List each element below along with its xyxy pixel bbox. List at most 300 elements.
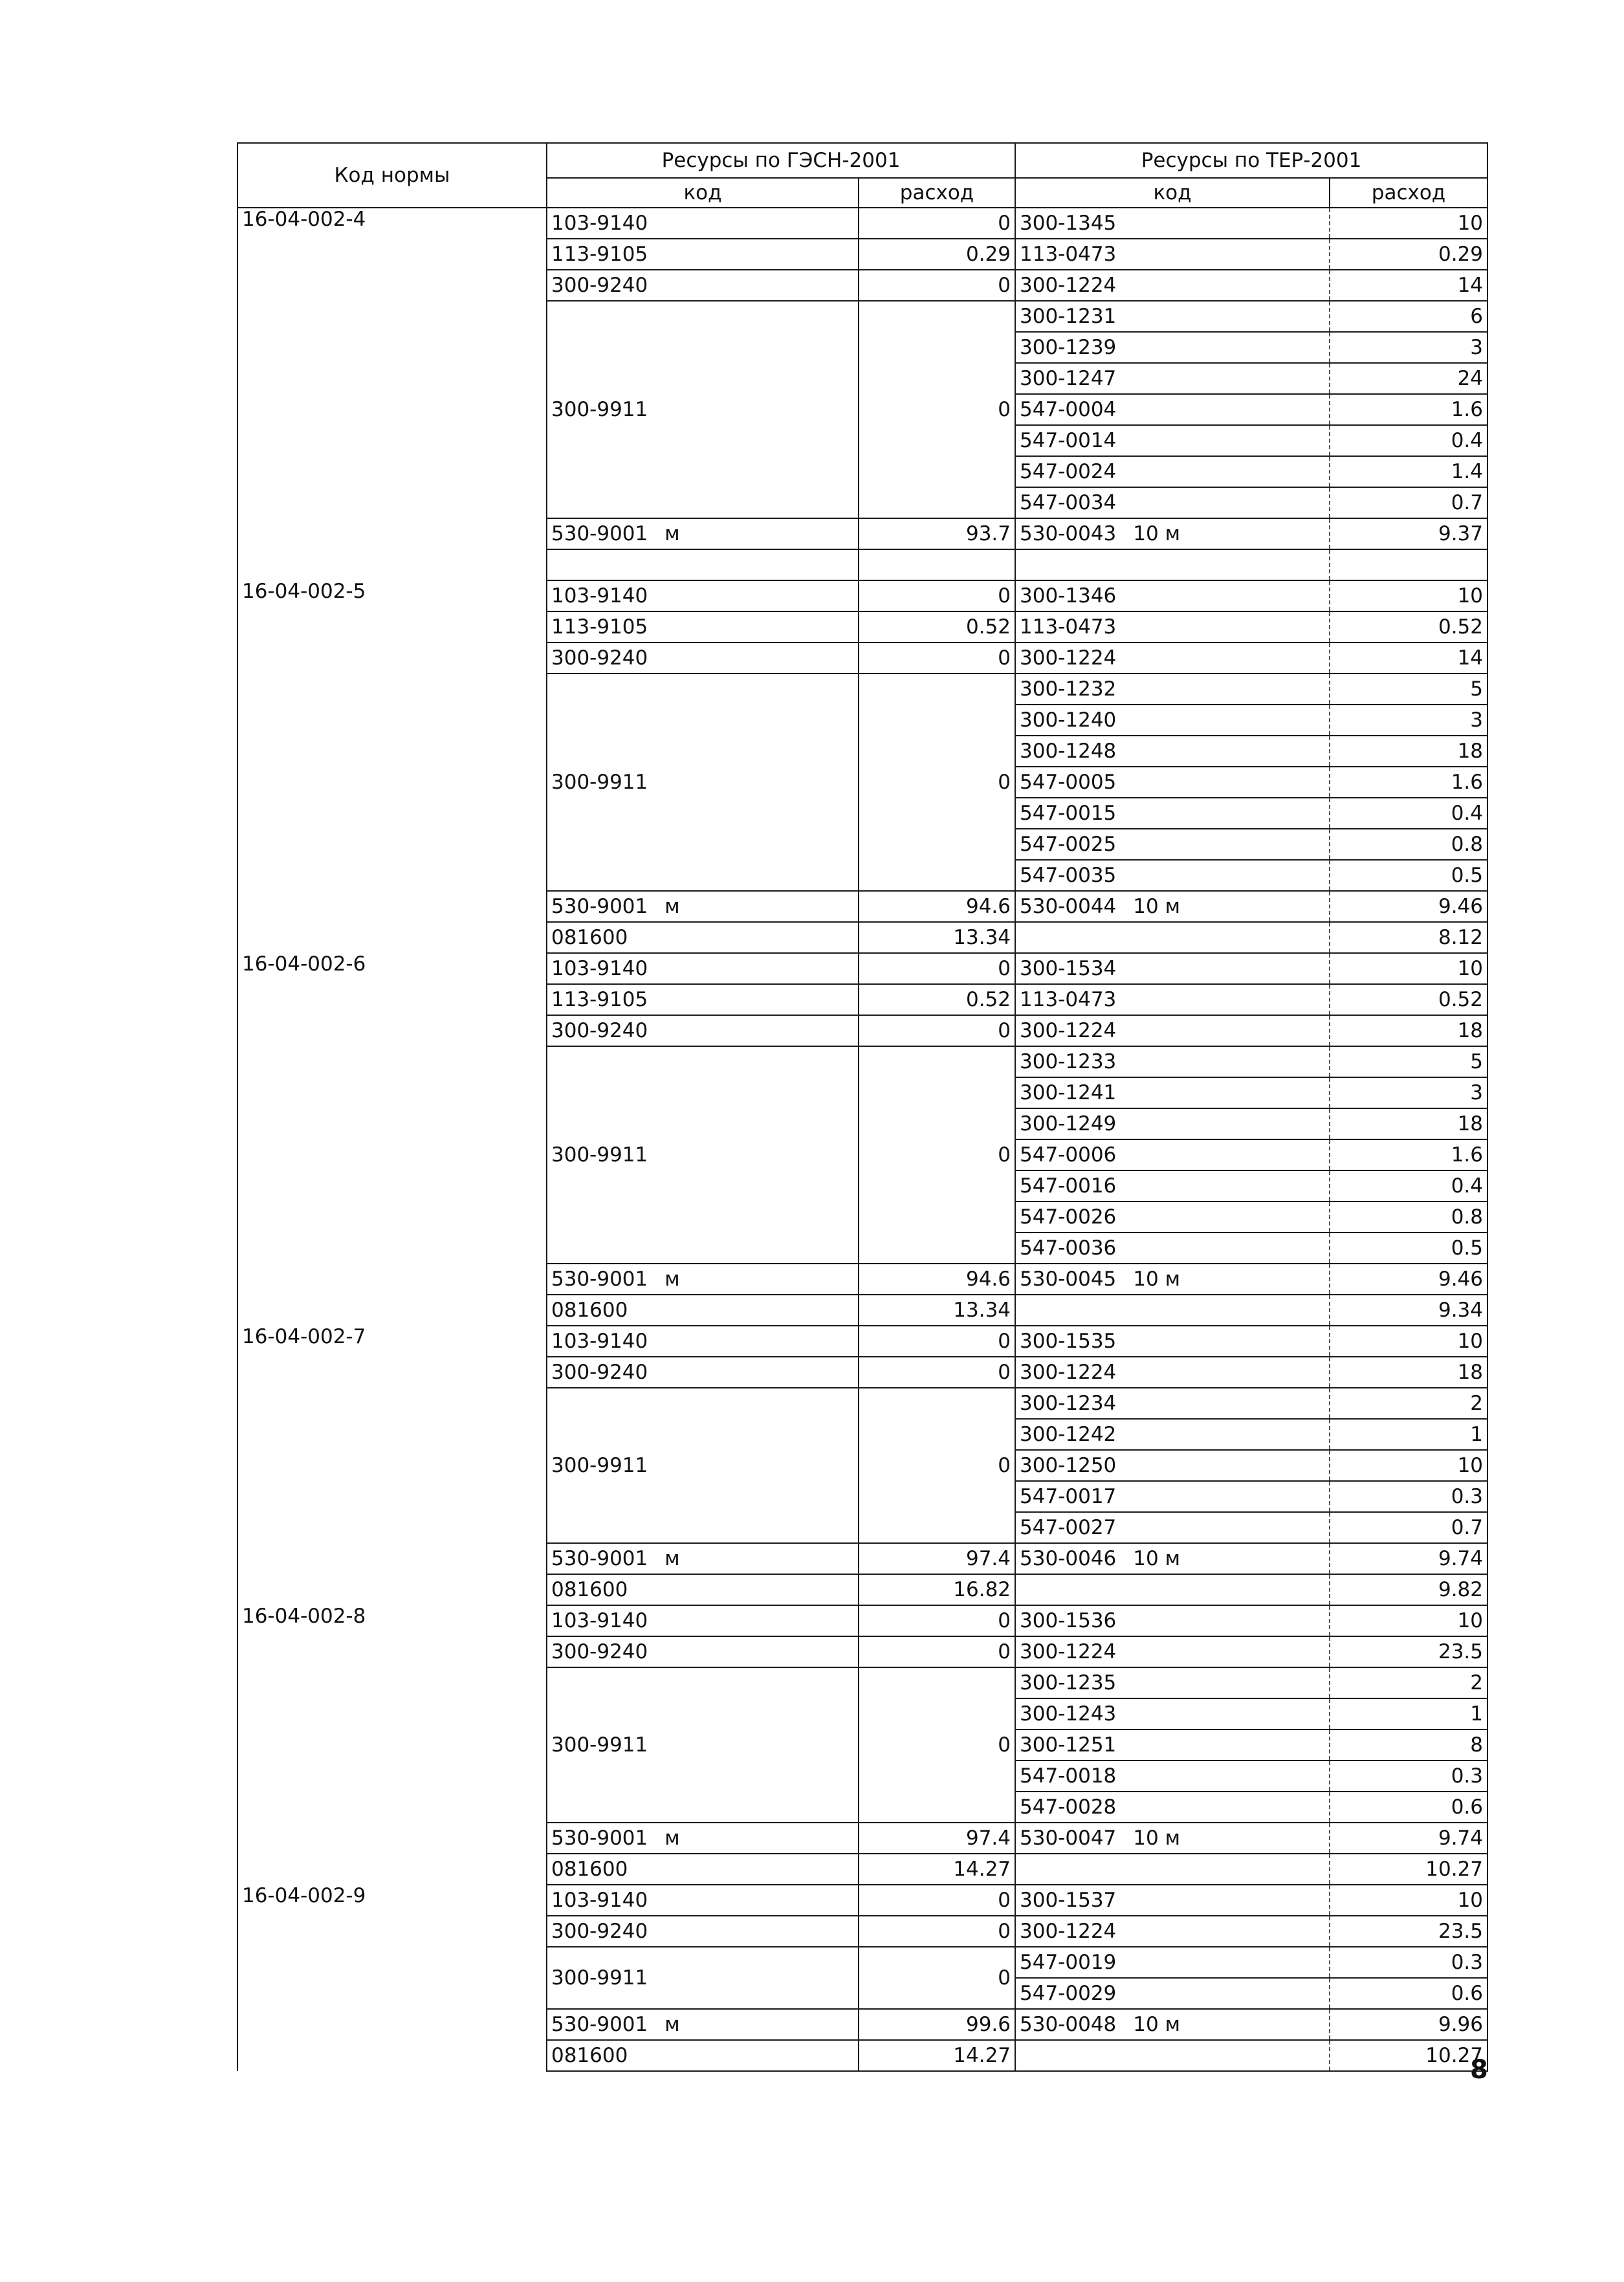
ter-qty-cell: 1.6 — [1330, 767, 1487, 798]
ter-code: 300-1536 — [1020, 1608, 1117, 1632]
ter-code: 300-1224 — [1020, 1018, 1117, 1042]
gesn-qty-cell: 0 — [859, 208, 1015, 239]
ter-code: 300-1240 — [1020, 708, 1117, 732]
gesn-code: 300-9240 — [551, 1018, 648, 1042]
ter-code: 547-0015 — [1020, 801, 1117, 825]
ter-qty-cell: 5 — [1330, 1046, 1487, 1077]
gesn-code-cell — [547, 2040, 859, 2071]
gesn-code-cell — [547, 1605, 859, 1636]
ter-qty-cell: 3 — [1330, 332, 1487, 363]
gesn-qty-cell: 99.6 — [859, 2009, 1015, 2040]
gesn-code: 300-9240 — [551, 273, 648, 297]
ter-code-cell — [1015, 487, 1330, 518]
ter-code: 300-1251 — [1020, 1733, 1117, 1757]
ter-qty-cell: 1.6 — [1330, 394, 1487, 425]
ter-code: 300-1224 — [1020, 646, 1117, 670]
ter-unit: 10 м — [1133, 1546, 1180, 1570]
ter-code-cell — [1015, 1574, 1330, 1605]
ter-qty-cell: 9.46 — [1330, 1264, 1487, 1295]
gesn-code: 103-9140 — [551, 956, 648, 980]
gesn-qty-cell: 0 — [859, 1015, 1015, 1046]
ter-code: 113-0473 — [1020, 987, 1117, 1011]
gesn-code: 300-9240 — [551, 1360, 648, 1384]
ter-code-cell — [1015, 1170, 1330, 1201]
table-row — [237, 1885, 1487, 1916]
gesn-code: 103-9140 — [551, 584, 648, 608]
ter-code: 300-1243 — [1020, 1702, 1117, 1726]
ter-code-cell — [1015, 1885, 1330, 1916]
ter-qty-cell: 0.3 — [1330, 1481, 1487, 1512]
ter-code-cell — [1015, 1233, 1330, 1264]
ter-unit: 10 м — [1133, 1267, 1180, 1291]
ter-code: 547-0025 — [1020, 832, 1117, 856]
ter-code-cell — [1015, 984, 1330, 1015]
gesn-code: 530-9001 — [551, 894, 648, 918]
gesn-qty-cell: 0 — [859, 1326, 1015, 1357]
gesn-code: 530-9001 — [551, 1826, 648, 1850]
gesn-code: 081600 — [551, 1298, 628, 1322]
ter-code-cell — [1015, 1357, 1330, 1388]
ter-qty-cell: 9.74 — [1330, 1543, 1487, 1574]
ter-qty-cell: 18 — [1330, 1015, 1487, 1046]
gesn-code: 113-9105 — [551, 987, 648, 1011]
ter-code-cell — [1015, 1729, 1330, 1761]
gesn-code-cell — [547, 1326, 859, 1357]
ter-code-cell — [1015, 1636, 1330, 1667]
ter-qty-cell: 5 — [1330, 674, 1487, 705]
ter-qty-cell: 1.4 — [1330, 456, 1487, 487]
ter-code: 547-0019 — [1020, 1950, 1117, 1974]
ter-code: 530-0048 — [1020, 2012, 1117, 2036]
gesn-code: 081600 — [551, 1857, 628, 1881]
ter-code: 300-1224 — [1020, 1919, 1117, 1943]
ter-unit: 10 м — [1133, 521, 1180, 545]
gesn-qty-cell: 93.7 — [859, 518, 1015, 549]
ter-code: 547-0024 — [1020, 459, 1117, 483]
ter-code: 547-0014 — [1020, 428, 1117, 452]
ter-code: 547-0005 — [1020, 770, 1117, 794]
ter-qty-cell: 9.74 — [1330, 1823, 1487, 1854]
ter-code: 300-1247 — [1020, 366, 1117, 390]
ter-code-cell — [1015, 1543, 1330, 1574]
gesn-qty-cell: 0.29 — [859, 239, 1015, 270]
ter-qty-cell: 1.6 — [1330, 1139, 1487, 1170]
ter-code: 547-0006 — [1020, 1143, 1117, 1167]
ter-code-cell — [1015, 1450, 1330, 1481]
ter-qty-cell: 10 — [1330, 1605, 1487, 1636]
ter-qty-cell: 0.4 — [1330, 425, 1487, 456]
gesn-code-cell — [547, 580, 859, 611]
gesn-code-cell — [547, 953, 859, 984]
table-row — [237, 953, 1487, 984]
ter-qty-cell — [1330, 549, 1487, 580]
ter-qty-cell: 9.82 — [1330, 1574, 1487, 1605]
ter-qty-cell: 18 — [1330, 1357, 1487, 1388]
gesn-code-cell — [547, 1854, 859, 1885]
gesn-code: 113-9105 — [551, 615, 648, 639]
ter-code-cell — [1015, 674, 1330, 705]
ter-code: 113-0473 — [1020, 242, 1117, 266]
ter-qty-cell: 0.29 — [1330, 239, 1487, 270]
ter-qty-cell: 0.8 — [1330, 1201, 1487, 1233]
gesn-code-cell — [547, 642, 859, 674]
gesn-code: 530-9001 — [551, 1546, 648, 1570]
gesn-code: 300-9240 — [551, 1640, 648, 1663]
ter-code-cell — [1015, 239, 1330, 270]
gesn-code-cell — [547, 1015, 859, 1046]
ter-code-cell — [1015, 1295, 1330, 1326]
gesn-qty-cell: 0 — [859, 642, 1015, 674]
ter-qty-cell: 8.12 — [1330, 922, 1487, 953]
ter-code: 547-0016 — [1020, 1174, 1117, 1198]
resources-table — [237, 142, 1488, 2072]
gesn-code-cell — [547, 549, 859, 580]
header-ter-resources: Ресурсы по ТЕР-2001 — [1015, 143, 1487, 178]
gesn-qty-cell: 97.4 — [859, 1823, 1015, 1854]
ter-code-cell — [1015, 1481, 1330, 1512]
ter-code: 113-0473 — [1020, 615, 1117, 639]
ter-code-cell — [1015, 363, 1330, 394]
ter-code-cell — [1015, 767, 1330, 798]
gesn-code-cell — [547, 1388, 859, 1543]
ter-code-cell — [1015, 1792, 1330, 1823]
norm-code-cell: 16-04-002-6 — [237, 953, 547, 1326]
gesn-code-cell — [547, 1543, 859, 1574]
ter-code: 300-1235 — [1020, 1671, 1117, 1695]
gesn-code: 300-9240 — [551, 646, 648, 670]
gesn-code-cell — [547, 208, 859, 239]
ter-qty-cell: 9.46 — [1330, 891, 1487, 922]
header-norm-code: Код нормы — [237, 143, 547, 208]
gesn-qty-cell: 0 — [859, 301, 1015, 518]
ter-code: 530-0045 — [1020, 1267, 1117, 1291]
gesn-code: 300-9240 — [551, 1919, 648, 1943]
gesn-qty-cell: 0 — [859, 1636, 1015, 1667]
gesn-qty-cell: 0 — [859, 1947, 1015, 2009]
gesn-qty-cell: 0 — [859, 1357, 1015, 1388]
ter-qty-cell: 0.4 — [1330, 798, 1487, 829]
ter-code-cell — [1015, 1139, 1330, 1170]
gesn-code: 300-9911 — [551, 1733, 648, 1757]
ter-code-cell — [1015, 1698, 1330, 1729]
ter-code-cell — [1015, 1761, 1330, 1792]
ter-unit: 10 м — [1133, 2012, 1180, 2036]
gesn-code: 530-9001 — [551, 1267, 648, 1291]
gesn-code-cell — [547, 1357, 859, 1388]
ter-qty-cell: 14 — [1330, 270, 1487, 301]
ter-unit: 10 м — [1133, 894, 1180, 918]
gesn-code: 300-9911 — [551, 770, 648, 794]
norm-code-cell: 16-04-002-8 — [237, 1605, 547, 1885]
ter-qty-cell: 10 — [1330, 1450, 1487, 1481]
ter-code-cell — [1015, 2040, 1330, 2071]
ter-qty-cell: 24 — [1330, 363, 1487, 394]
ter-qty-cell: 0.4 — [1330, 1170, 1487, 1201]
page-number: 8 — [1470, 2055, 1488, 2085]
ter-qty-cell: 0.52 — [1330, 611, 1487, 642]
ter-qty-cell: 1 — [1330, 1419, 1487, 1450]
gesn-qty-cell: 14.27 — [859, 2040, 1015, 2071]
gesn-code-cell — [547, 1636, 859, 1667]
ter-code: 300-1249 — [1020, 1112, 1117, 1136]
ter-qty-cell: 10 — [1330, 580, 1487, 611]
ter-code: 547-0018 — [1020, 1764, 1117, 1788]
gesn-code: 103-9140 — [551, 211, 648, 235]
ter-qty-cell: 14 — [1330, 642, 1487, 674]
ter-qty-cell: 10 — [1330, 953, 1487, 984]
ter-code-cell — [1015, 1916, 1330, 1947]
gesn-qty-cell: 0 — [859, 953, 1015, 984]
ter-qty-cell: 1 — [1330, 1698, 1487, 1729]
ter-code-cell — [1015, 1046, 1330, 1077]
gesn-code-cell — [547, 1046, 859, 1264]
gesn-qty-cell: 0 — [859, 1916, 1015, 1947]
gesn-code: 081600 — [551, 2043, 628, 2067]
gesn-qty-cell: 16.82 — [859, 1574, 1015, 1605]
ter-qty-cell: 18 — [1330, 736, 1487, 767]
table-body — [237, 208, 1487, 2071]
gesn-qty-cell: 0.52 — [859, 611, 1015, 642]
ter-qty-cell: 0.6 — [1330, 1792, 1487, 1823]
gesn-qty-cell: 13.34 — [859, 922, 1015, 953]
ter-qty-cell: 9.96 — [1330, 2009, 1487, 2040]
gesn-code-cell — [547, 1885, 859, 1916]
table-row — [237, 1326, 1487, 1357]
ter-qty-cell: 3 — [1330, 1077, 1487, 1108]
norm-code-cell: 16-04-002-9 — [237, 1885, 547, 2071]
ter-code: 300-1537 — [1020, 1888, 1117, 1912]
ter-code-cell — [1015, 425, 1330, 456]
ter-code: 547-0028 — [1020, 1795, 1117, 1819]
ter-code-cell — [1015, 1264, 1330, 1295]
ter-qty-cell: 10.27 — [1330, 1854, 1487, 1885]
gesn-qty-cell: 97.4 — [859, 1543, 1015, 1574]
ter-code: 300-1233 — [1020, 1049, 1117, 1073]
ter-qty-cell: 0.52 — [1330, 984, 1487, 1015]
ter-code: 530-0046 — [1020, 1546, 1117, 1570]
gesn-unit: м — [664, 894, 680, 918]
gesn-code-cell — [547, 922, 859, 953]
ter-qty-cell: 18 — [1330, 1108, 1487, 1139]
ter-code-cell — [1015, 456, 1330, 487]
header-gesn-qty: расход — [859, 178, 1015, 208]
gesn-code-cell — [547, 1295, 859, 1326]
ter-qty-cell: 23.5 — [1330, 1916, 1487, 1947]
gesn-unit: м — [664, 2012, 680, 2036]
ter-code-cell — [1015, 1015, 1330, 1046]
ter-code-cell — [1015, 518, 1330, 549]
gesn-code: 300-9911 — [551, 1143, 648, 1167]
ter-code-cell — [1015, 611, 1330, 642]
ter-qty-cell: 23.5 — [1330, 1636, 1487, 1667]
ter-code-cell — [1015, 891, 1330, 922]
ter-code: 300-1346 — [1020, 584, 1117, 608]
gesn-code: 300-9911 — [551, 397, 648, 421]
ter-code-cell — [1015, 829, 1330, 860]
header-ter-code: код — [1015, 178, 1330, 208]
ter-qty-cell: 0.5 — [1330, 860, 1487, 891]
table-header — [237, 143, 1487, 208]
gesn-code: 300-9911 — [551, 1453, 648, 1477]
gesn-qty-cell: 0 — [859, 674, 1015, 891]
ter-code: 300-1224 — [1020, 1640, 1117, 1663]
ter-code: 300-1535 — [1020, 1329, 1117, 1353]
gesn-qty-cell: 14.27 — [859, 1854, 1015, 1885]
gesn-code-cell — [547, 1823, 859, 1854]
header-ter-qty: расход — [1330, 178, 1487, 208]
ter-code-cell — [1015, 860, 1330, 891]
ter-code: 300-1242 — [1020, 1422, 1117, 1446]
ter-code-cell — [1015, 1388, 1330, 1419]
ter-code-cell — [1015, 1854, 1330, 1885]
header-gesn-code: код — [547, 178, 859, 208]
ter-qty-cell: 8 — [1330, 1729, 1487, 1761]
ter-code-cell — [1015, 922, 1330, 953]
ter-code-cell — [1015, 394, 1330, 425]
ter-code: 547-0035 — [1020, 863, 1117, 887]
ter-code-cell — [1015, 1512, 1330, 1543]
gesn-qty-cell: 0 — [859, 580, 1015, 611]
ter-qty-cell: 0.8 — [1330, 829, 1487, 860]
norm-code-cell: 16-04-002-4 — [237, 208, 547, 580]
gesn-qty-cell — [859, 549, 1015, 580]
ter-code-cell — [1015, 1077, 1330, 1108]
gesn-code-cell — [547, 270, 859, 301]
ter-code-cell — [1015, 208, 1330, 239]
gesn-code: 113-9105 — [551, 242, 648, 266]
ter-code-cell — [1015, 1419, 1330, 1450]
gesn-qty-cell: 0.52 — [859, 984, 1015, 1015]
ter-qty-cell: 9.34 — [1330, 1295, 1487, 1326]
ter-qty-cell: 3 — [1330, 705, 1487, 736]
gesn-code: 530-9001 — [551, 521, 648, 545]
ter-code-cell — [1015, 1947, 1330, 1978]
gesn-code-cell — [547, 674, 859, 891]
ter-code-cell — [1015, 736, 1330, 767]
ter-code: 530-0043 — [1020, 521, 1117, 545]
ter-qty-cell: 0.3 — [1330, 1947, 1487, 1978]
ter-qty-cell: 0.3 — [1330, 1761, 1487, 1792]
gesn-code: 530-9001 — [551, 2012, 648, 2036]
ter-code: 300-1248 — [1020, 739, 1117, 763]
ter-code-cell — [1015, 705, 1330, 736]
gesn-code-cell — [547, 239, 859, 270]
ter-code-cell — [1015, 301, 1330, 332]
ter-code: 300-1250 — [1020, 1453, 1117, 1477]
norm-code-cell: 16-04-002-7 — [237, 1326, 547, 1605]
gesn-code: 103-9140 — [551, 1608, 648, 1632]
gesn-code-cell — [547, 1574, 859, 1605]
ter-code: 547-0029 — [1020, 1981, 1117, 2005]
ter-code: 300-1224 — [1020, 273, 1117, 297]
ter-code: 547-0004 — [1020, 397, 1117, 421]
ter-code-cell — [1015, 798, 1330, 829]
gesn-unit: м — [664, 1546, 680, 1570]
ter-code: 300-1239 — [1020, 335, 1117, 359]
gesn-qty-cell: 0 — [859, 1046, 1015, 1264]
table-row — [237, 580, 1487, 611]
ter-code: 300-1224 — [1020, 1360, 1117, 1384]
gesn-qty-cell: 13.34 — [859, 1295, 1015, 1326]
header-gesn-resources: Ресурсы по ГЭСН-2001 — [547, 143, 1015, 178]
gesn-qty-cell: 94.6 — [859, 891, 1015, 922]
gesn-code-cell — [547, 1264, 859, 1295]
table-row — [237, 208, 1487, 239]
gesn-code: 300-9911 — [551, 1966, 648, 1990]
ter-unit: 10 м — [1133, 1826, 1180, 1850]
ter-code-cell — [1015, 332, 1330, 363]
ter-qty-cell: 10 — [1330, 1885, 1487, 1916]
gesn-code-cell — [547, 518, 859, 549]
gesn-unit: м — [664, 1826, 680, 1850]
gesn-qty-cell: 0 — [859, 1885, 1015, 1916]
ter-code-cell — [1015, 1326, 1330, 1357]
gesn-qty-cell: 0 — [859, 1605, 1015, 1636]
ter-code-cell — [1015, 2009, 1330, 2040]
gesn-qty-cell: 0 — [859, 1388, 1015, 1543]
gesn-code-cell — [547, 1916, 859, 1947]
ter-code-cell — [1015, 642, 1330, 674]
ter-code: 300-1345 — [1020, 211, 1117, 235]
ter-code-cell — [1015, 270, 1330, 301]
ter-qty-cell: 10.27 — [1330, 2040, 1487, 2071]
gesn-code-cell — [547, 984, 859, 1015]
gesn-qty-cell: 0 — [859, 1667, 1015, 1823]
gesn-unit: м — [664, 521, 680, 545]
gesn-code: 081600 — [551, 925, 628, 949]
ter-code-cell — [1015, 1823, 1330, 1854]
gesn-code-cell — [547, 1947, 859, 2009]
ter-code: 300-1234 — [1020, 1391, 1117, 1415]
ter-code: 530-0044 — [1020, 894, 1117, 918]
ter-qty-cell: 0.7 — [1330, 487, 1487, 518]
ter-code: 300-1231 — [1020, 304, 1117, 328]
gesn-code: 103-9140 — [551, 1888, 648, 1912]
gesn-code-cell — [547, 301, 859, 518]
ter-qty-cell: 0.5 — [1330, 1233, 1487, 1264]
ter-qty-cell: 2 — [1330, 1667, 1487, 1698]
gesn-code: 081600 — [551, 1577, 628, 1601]
ter-code: 530-0047 — [1020, 1826, 1117, 1850]
gesn-code-cell — [547, 891, 859, 922]
ter-code-cell — [1015, 1605, 1330, 1636]
ter-qty-cell: 6 — [1330, 301, 1487, 332]
ter-code-cell — [1015, 1667, 1330, 1698]
ter-qty-cell: 0.7 — [1330, 1512, 1487, 1543]
ter-code: 300-1232 — [1020, 677, 1117, 701]
gesn-qty-cell: 0 — [859, 270, 1015, 301]
gesn-code-cell — [547, 611, 859, 642]
norm-code-cell: 16-04-002-5 — [237, 580, 547, 953]
ter-code: 547-0034 — [1020, 490, 1117, 514]
ter-code-cell — [1015, 1201, 1330, 1233]
gesn-qty-cell: 94.6 — [859, 1264, 1015, 1295]
ter-code: 547-0017 — [1020, 1484, 1117, 1508]
ter-qty-cell: 9.37 — [1330, 518, 1487, 549]
ter-code: 547-0036 — [1020, 1236, 1117, 1260]
ter-code-cell — [1015, 1978, 1330, 2009]
ter-qty-cell: 10 — [1330, 208, 1487, 239]
gesn-code-cell — [547, 2009, 859, 2040]
gesn-code: 103-9140 — [551, 1329, 648, 1353]
ter-code-cell — [1015, 580, 1330, 611]
gesn-code-cell — [547, 1667, 859, 1823]
ter-code: 547-0027 — [1020, 1515, 1117, 1539]
ter-code: 300-1241 — [1020, 1081, 1117, 1104]
ter-code-cell — [1015, 1108, 1330, 1139]
ter-code-cell — [1015, 953, 1330, 984]
ter-code-cell — [1015, 549, 1330, 580]
